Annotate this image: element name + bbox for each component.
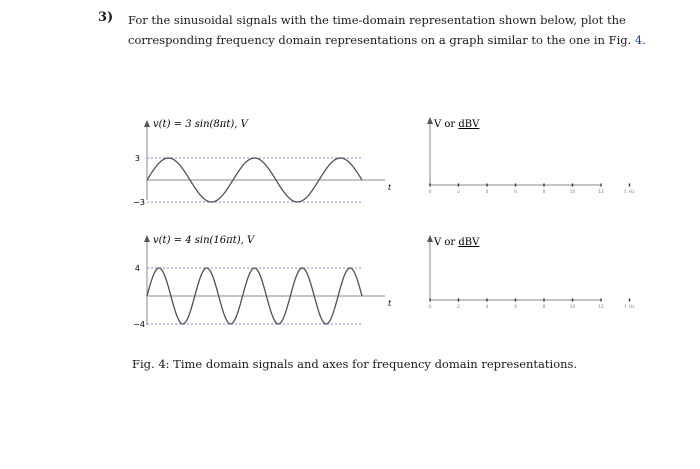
time-plot-2 bbox=[133, 235, 392, 329]
freq2-tick-label: 8 bbox=[542, 305, 546, 310]
plot2-signal-label: v(t) = 4 sin(16πt), V bbox=[153, 235, 255, 246]
freq-axes-2 bbox=[427, 235, 635, 310]
plot1-amp-neg-label: −3 bbox=[133, 198, 145, 207]
freq1-tick-label: 10 bbox=[569, 190, 576, 195]
freq1-y-label-unit: dBV bbox=[458, 119, 480, 130]
freq2-tick-label: 10 bbox=[569, 305, 576, 310]
plot1-amp-pos-label: 3 bbox=[134, 154, 140, 163]
freq1-tick-label: f, Hz bbox=[624, 190, 635, 195]
freq2-tick-label: 4 bbox=[485, 305, 489, 310]
freq2-y-arrow-icon bbox=[427, 235, 433, 242]
question-line-1: For the sinusoidal signals with the time-domain representation shown below, plot the bbox=[128, 13, 626, 27]
freq1-y-label bbox=[433, 119, 480, 130]
freq1-tick-label: 8 bbox=[542, 190, 546, 195]
freq2-y-label-text: V or bbox=[434, 237, 459, 248]
plot2-y-arrow-icon bbox=[144, 235, 150, 242]
freq2-tick-label: 6 bbox=[514, 305, 517, 310]
freq1-tick-label: 0 bbox=[428, 190, 432, 195]
plot1-t-label: t bbox=[388, 183, 392, 192]
question-line-2-text: corresponding frequency domain representations on a graph similar to the one in Fig. bbox=[128, 33, 635, 47]
figure-reference: 4. bbox=[634, 33, 646, 47]
freq2-tick-label: 12 bbox=[598, 305, 604, 310]
freq1-tick-label: 2 bbox=[457, 190, 460, 195]
question-number: 3) bbox=[98, 10, 114, 25]
freq2-tick-label: 2 bbox=[457, 305, 460, 310]
plot1-signal-label: v(t) = 3 sin(8πt), V bbox=[153, 119, 248, 130]
freq1-tick-label: 4 bbox=[485, 190, 489, 195]
freq1-y-label-text: V or bbox=[434, 119, 459, 130]
freq2-y-label bbox=[433, 237, 480, 248]
freq2-tick-label: f, Hz bbox=[624, 305, 635, 310]
plot2-amp-neg-label: −4 bbox=[133, 320, 145, 329]
freq-axes-1 bbox=[427, 117, 635, 195]
freq1-y-arrow-icon bbox=[427, 117, 433, 124]
figure-caption: Fig. 4: Time domain signals and axes for frequency domain representations. bbox=[132, 357, 578, 371]
freq1-tick-label: 12 bbox=[598, 190, 604, 195]
freq2-tick-label: 0 bbox=[428, 305, 432, 310]
time-plot-1 bbox=[133, 119, 392, 207]
plot2-amp-pos-label: 4 bbox=[134, 264, 140, 273]
plot1-y-arrow-icon bbox=[144, 120, 150, 127]
freq2-y-label-unit: dBV bbox=[458, 237, 480, 248]
plot2-t-label: t bbox=[388, 299, 392, 308]
freq1-tick-label: 6 bbox=[514, 190, 517, 195]
